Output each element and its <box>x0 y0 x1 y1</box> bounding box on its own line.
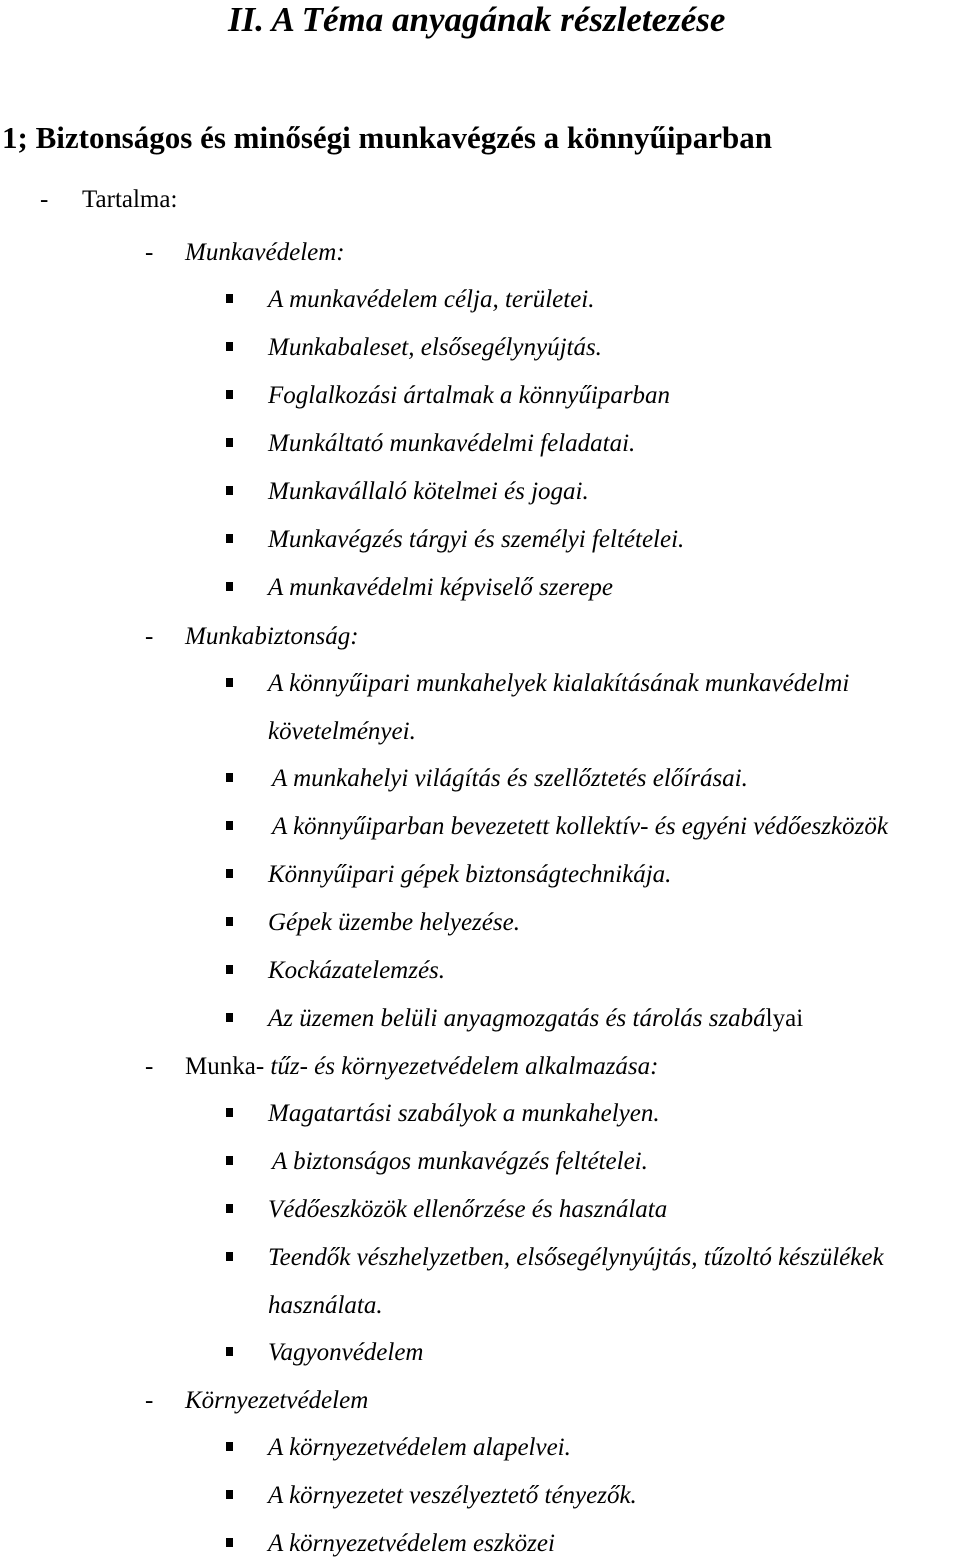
square-bullet-icon <box>226 1490 233 1499</box>
square-bullet-icon <box>226 486 233 495</box>
square-bullet-icon <box>226 1252 233 1261</box>
group-heading-normal-part: Munka <box>185 1053 256 1080</box>
content-label: Tartalma: <box>82 186 178 213</box>
square-bullet-icon <box>226 1347 233 1356</box>
square-bullet-icon <box>226 1108 233 1117</box>
list-item: Védőeszközök ellenőrzése és használata <box>268 1196 668 1223</box>
list-item: Magatartási szabályok a munkahelyen. <box>268 1100 660 1127</box>
dash-marker: - <box>145 239 154 266</box>
list-item: Munkabaleset, elsősegélynyújtás. <box>268 334 602 361</box>
dash-marker: - <box>145 1387 154 1414</box>
list-item: Foglalkozási ártalmak a könnyűiparban <box>268 382 671 409</box>
list-item: Gépek üzembe helyezése. <box>268 909 520 936</box>
list-item: Munkavállaló kötelmei és jogai. <box>268 478 589 505</box>
group-heading: Környezetvédelem <box>185 1387 369 1414</box>
page-title: II. A Téma anyagának részletezése <box>228 0 726 39</box>
square-bullet-icon <box>226 294 233 303</box>
square-bullet-icon <box>226 438 233 447</box>
list-item: A könnyűipari munkahelyek kialakításának munkavédelmi <box>268 670 850 697</box>
group-heading: Munkabiztonság: <box>185 623 359 650</box>
list-item: A könnyűiparban bevezetett kollektív- és egyéni védőeszközök <box>272 813 888 840</box>
square-bullet-icon <box>226 917 233 926</box>
square-bullet-icon <box>226 534 233 543</box>
dash-marker: - <box>145 623 154 650</box>
list-item: A munkahelyi világítás és szellőztetés előírásai. <box>272 765 748 792</box>
group-heading <box>185 1054 658 1079</box>
list-item-normal-part: lyai <box>765 1005 804 1032</box>
square-bullet-icon <box>226 1442 233 1451</box>
dash-marker: - <box>40 186 49 213</box>
list-item: Munkavégzés tárgyi és személyi feltételei. <box>268 526 685 553</box>
list-item: A munkavédelem célja, területei. <box>268 286 595 313</box>
square-bullet-icon <box>226 678 233 687</box>
section-title: 1; Biztonságos és minőségi munkavégzés a könnyűiparban <box>2 120 772 155</box>
list-item-continuation: követelményei. <box>268 718 416 745</box>
group-heading-italic-part: - tűz- és környezetvédelem alkalmazása: <box>255 1053 659 1080</box>
square-bullet-icon <box>226 390 233 399</box>
square-bullet-icon <box>226 965 233 974</box>
list-item: Könnyűipari gépek biztonságtechnikája. <box>268 861 672 888</box>
group-heading: Munkavédelem: <box>185 239 345 266</box>
list-item: Teendők vészhelyzetben, elsősegélynyújtás, tűzoltó készülékek <box>268 1244 884 1271</box>
square-bullet-icon <box>226 773 233 782</box>
list-item: A környezetvédelem eszközei <box>268 1530 555 1557</box>
list-item: Vagyonvédelem <box>268 1339 424 1366</box>
list-item-italic-part: Az üzemen belüli anyagmozgatás és tárolás szabá <box>268 1005 766 1032</box>
square-bullet-icon <box>226 1013 233 1022</box>
list-item: A környezetvédelem alapelvei. <box>268 1434 571 1461</box>
list-item: Munkáltató munkavédelmi feladatai. <box>268 430 636 457</box>
list-item: A biztonságos munkavégzés feltételei. <box>272 1148 648 1175</box>
dash-marker: - <box>145 1053 154 1080</box>
list-item: A környezetet veszélyeztető tényezők. <box>268 1482 637 1509</box>
list-item <box>268 1006 803 1031</box>
square-bullet-icon <box>226 821 233 830</box>
square-bullet-icon <box>226 582 233 591</box>
square-bullet-icon <box>226 1538 233 1547</box>
square-bullet-icon <box>226 342 233 351</box>
square-bullet-icon <box>226 1204 233 1213</box>
square-bullet-icon <box>226 1156 233 1165</box>
list-item: A munkavédelmi képviselő szerepe <box>268 574 614 601</box>
list-item: Kockázatelemzés. <box>268 957 446 984</box>
list-item-continuation: használata. <box>268 1292 383 1319</box>
square-bullet-icon <box>226 869 233 878</box>
